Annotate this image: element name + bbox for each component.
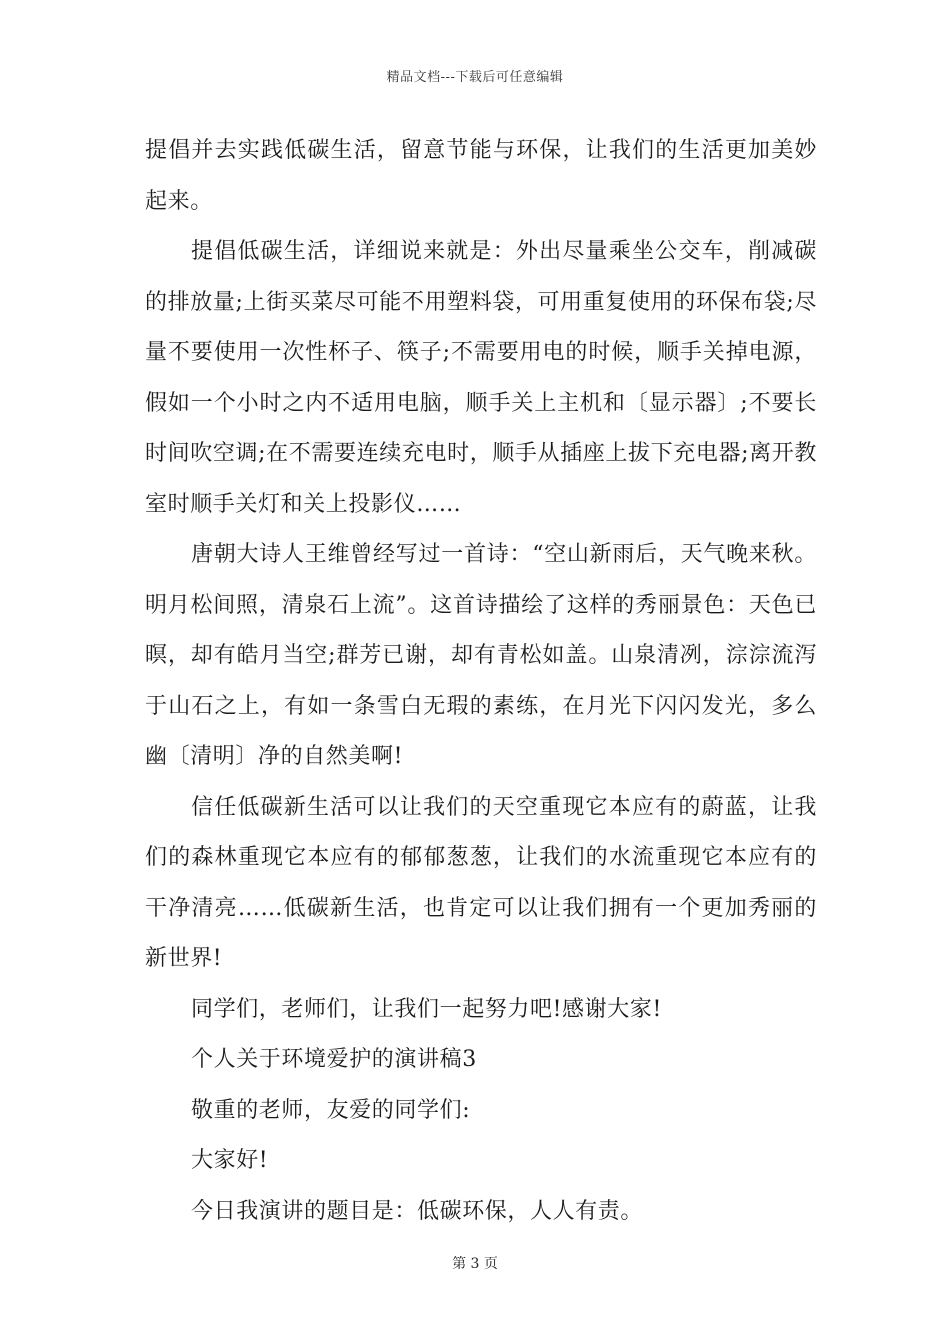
paragraph-5: 同学们，老师们，让我们一起努力吧!感谢大家!	[191, 996, 662, 1022]
paragraph-4: 信任低碳新生活可以让我们的天空重现它本应有的蔚蓝，让我们的森林重现它本应有的郁郁葱葱，让我们的水流重现它本应有的干净清亮……低碳新生活，也肯定可以让我们拥有一个更加秀丽的新世界!	[145, 794, 817, 971]
paragraph-2: 提倡低碳生活，详细说来就是：外出尽量乘坐公交车，削减碳的排放量;上街买菜尽可能不用塑料袋，可用重复使用的环保布袋;尽量不要使用一次性杯子、筷子;不需要用电的时候，顺手关掉电源，假如一个小时之内不适用电脑，顺手关上主机和〔显示器〕;不要长时间吹空调;在不需要连续充电时，顺手从插座上拔下充电器;离开教室时顺手关灯和关上投影仪……	[145, 239, 817, 517]
paragraph-3: 唐朝大诗人王维曾经写过一首诗：“空山新雨后，天气晚来秋。明月松间照，清泉石上流”。这首诗描绘了这样的秀丽景色：天色已暝，却有皓月当空;群芳已谢，却有青松如盖。山泉清冽，淙淙流泻于山石之上，有如一条雪白无瑕的素练，在月光下闪闪发光，多么幽〔清明〕净的自然美啊!	[145, 542, 817, 769]
salutation: 敬重的老师，友爱的同学们:	[191, 1097, 471, 1123]
greeting: 大家好!	[191, 1148, 269, 1173]
speech-title: 个人关于环境爱护的演讲稿3	[191, 1047, 477, 1072]
paragraph-1: 提倡并去实践低碳生活，留意节能与环保，让我们的生活更加美妙起来。	[145, 138, 817, 214]
topic-line: 今日我演讲的题目是：低碳环保，人人有责。	[191, 1198, 644, 1224]
page-number: 第 3 页	[452, 1256, 498, 1272]
document-body	[145, 126, 817, 1237]
page-header: 精品文档---下载后可任意编辑	[386, 70, 564, 85]
